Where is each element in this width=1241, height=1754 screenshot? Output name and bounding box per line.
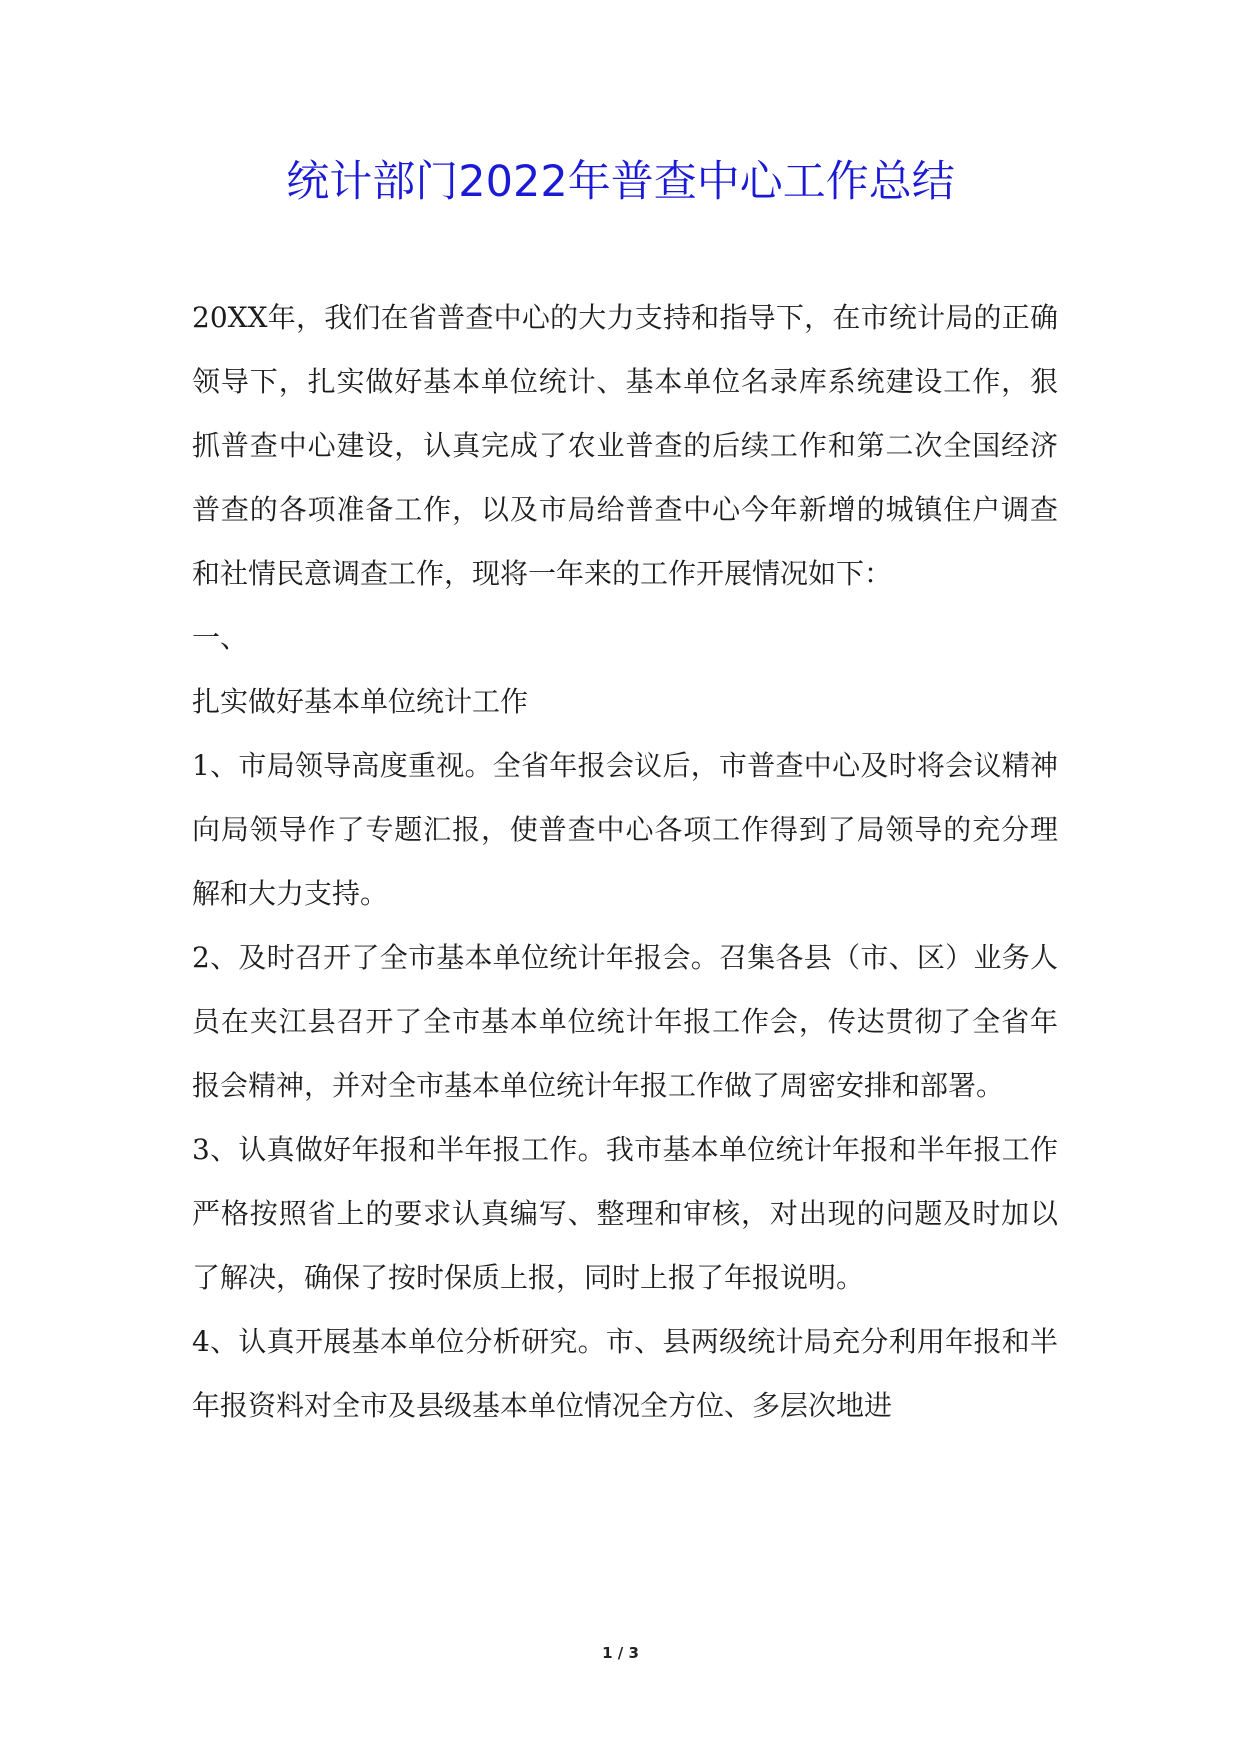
document-body [192,286,1058,1438]
paragraph-item-1: 1、市局领导高度重视。全省年报会议后，市普查中心及时将会议精神向局领导作了专题汇报，使普查中心各项工作得到了局领导的充分理解和大力支持。 [192,749,1058,910]
page-number: 1 / 3 [602,1644,639,1662]
paragraph-item-2: 2、及时召开了全市基本单位统计年报会。召集各县（市、区）业务人员在夹江县召开了全市基本单位统计年报工作会，传达贯彻了全省年报会精神，并对全市基本单位统计年报工作做了周密安排和部署。 [192,941,1058,1102]
paragraph-intro: 20XX年，我们在省普查中心的大力支持和指导下，在市统计局的正确领导下，扎实做好基本单位统计、基本单位名录库系统建设工作，狠抓普查中心建设，认真完成了农业普查的后续工作和第二次全国经济普查的各项准备工作，以及市局给普查中心今年新增的城镇住户调查和社情民意调查工作，现将一年来的工作开展情况如下： [192,301,1058,590]
document-title: 统计部门2022年普查中心工作总结 [286,157,955,207]
section-number: 一、 [192,621,249,654]
section-heading: 扎实做好基本单位统计工作 [192,685,529,718]
paragraph-item-4: 4、认真开展基本单位分析研究。市、县两级统计局充分利用年报和半年报资料对全市及县级基本单位情况全方位、多层次地进 [192,1325,1058,1422]
paragraph-item-3: 3、认真做好年报和半年报工作。我市基本单位统计年报和半年报工作严格按照省上的要求认真编写、整理和审核，对出现的问题及时加以了解决，确保了按时保质上报，同时上报了年报说明。 [192,1133,1058,1294]
